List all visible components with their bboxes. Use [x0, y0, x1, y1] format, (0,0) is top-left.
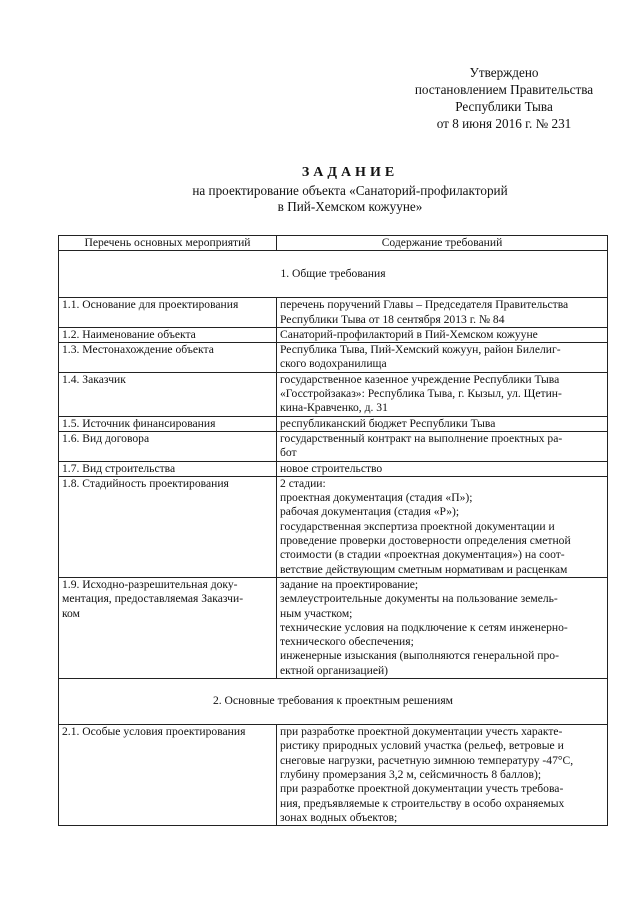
row-label-line: 1.9. Исходно-разрешительная доку- — [62, 577, 238, 591]
row-label-line: 1.2. Наименование объекта — [62, 327, 196, 341]
row-content-cell — [277, 476, 608, 577]
row-label-cell — [59, 577, 277, 678]
row-content-cell — [277, 725, 608, 826]
row-label-line: ментация, предоставляемая Заказчи- — [62, 592, 244, 606]
row-label-line: 1.7. Вид строительства — [62, 461, 176, 475]
row-content-line: землеустроительные документы на пользование земель- — [280, 592, 558, 606]
title-subtitle-1: на проектирование объекта «Санаторий-профилакторий — [192, 183, 508, 198]
row-content-cell — [277, 461, 608, 476]
approval-line-4: от 8 июня 2016 г. № 231 — [436, 116, 572, 131]
row-content-line: ского водохранилища — [280, 357, 387, 371]
row-label-line: 1.4. Заказчик — [62, 372, 126, 386]
row-content-line: стоимости (в стадии «проектная документация») на соот- — [280, 548, 565, 562]
header-activities: Перечень основных мероприятий — [59, 236, 277, 251]
row-content-line: 2 стадии: — [280, 476, 326, 490]
section-row-design — [59, 679, 608, 725]
row-content-line: глубину промерзания 3,2 м, сейсмичность 8 баллов); — [280, 767, 542, 781]
row-content-line: бот — [280, 446, 297, 460]
row-content-line: ным участком; — [280, 606, 353, 620]
row-content-line: перечень поручений Главы – Председателя Правительства — [280, 298, 569, 312]
row-label-line: 1.6. Вид договора — [62, 431, 150, 445]
table-row — [59, 298, 608, 328]
row-label-cell — [59, 476, 277, 577]
table-row — [59, 461, 608, 476]
row-content-cell — [277, 343, 608, 373]
row-label-cell — [59, 343, 277, 373]
row-label-line: ком — [62, 606, 80, 620]
table-row — [59, 577, 608, 678]
row-content-line: ектной организацией) — [280, 663, 389, 677]
row-content-line: технического обеспечения; — [280, 635, 414, 649]
row-label-cell — [59, 298, 277, 328]
title-main: ЗАДАНИЕ — [301, 165, 399, 180]
document-title — [60, 165, 640, 215]
table-row — [59, 431, 608, 461]
table-row — [59, 327, 608, 342]
row-content-line: кина-Кравченко, д. 31 — [280, 401, 388, 415]
row-label-line: 1.3. Местонахождение объекта — [62, 343, 214, 357]
requirements-table — [58, 235, 608, 826]
row-content-line: Санаторий-профилакторий в Пий-Хемском кожууне — [280, 327, 538, 341]
row-content-line: государственный контракт на выполнение проектных ра- — [280, 431, 563, 445]
row-content-line: Республика Тыва, Пий-Хемский кожуун, район Билелиг- — [280, 343, 561, 357]
row-content-line: зонах водных объектов; — [280, 810, 398, 824]
row-content-line: ния, предъявляемые к строительству в особо охраняемых — [280, 796, 565, 810]
row-content-cell — [277, 577, 608, 678]
row-content-line: инженерные изыскания (выполняются генеральной про- — [280, 649, 559, 663]
row-label-line: 1.5. Источник финансирования — [62, 416, 216, 430]
row-content-line: проведение проверки достоверности определения сметной — [280, 534, 571, 548]
row-label-line: 2.1. Особые условия проектирования — [62, 725, 246, 739]
row-label-cell — [59, 461, 277, 476]
table-header-row — [59, 236, 608, 251]
row-content-cell — [277, 431, 608, 461]
approval-line-3: Республики Тыва — [455, 99, 553, 114]
table-row — [59, 725, 608, 826]
approval-line-1: Утверждено — [469, 65, 539, 80]
approval-line-2: постановлением Правительства — [414, 82, 594, 97]
table-row — [59, 343, 608, 373]
row-content-line: государственная экспертиза проектной документации и — [280, 519, 555, 533]
row-content-line: ветствие действующим сметным нормативам и расценкам — [280, 562, 568, 576]
table-row — [59, 416, 608, 431]
row-label-line: 1.8. Стадийность проектирования — [62, 476, 229, 490]
table-row — [59, 476, 608, 577]
row-content-line: республиканский бюджет Республики Тыва — [280, 416, 496, 430]
row-label-cell — [59, 431, 277, 461]
row-content-line: при разработке проектной документации учесть требова- — [280, 782, 564, 796]
approval-stamp — [394, 64, 614, 132]
row-content-line: задание на проектирование; — [280, 577, 419, 591]
row-content-line: новое строительство — [280, 461, 383, 475]
row-label-cell — [59, 416, 277, 431]
header-requirements: Содержание требований — [277, 236, 608, 251]
section-title: 2. Основные требования к проектным решениям — [59, 679, 608, 725]
row-content-line: «Госстройзаказ»: Республика Тыва, г. Кызыл, ул. Щетин- — [280, 387, 562, 401]
row-content-cell — [277, 416, 608, 431]
row-content-line: снеговые нагрузки, расчетную зимнюю температуру -47°С, — [280, 753, 574, 767]
row-label-line: 1.1. Основание для проектирования — [62, 298, 239, 312]
row-content-line: Республики Тыва от 18 сентября 2013 г. № 84 — [280, 312, 505, 326]
section-row-general — [59, 251, 608, 298]
row-content-cell — [277, 327, 608, 342]
row-content-line: государственное казенное учреждение Республики Тыва — [280, 372, 560, 386]
row-content-line: проектная документация (стадия «П»); — [280, 491, 473, 505]
row-label-cell — [59, 725, 277, 826]
row-content-line: при разработке проектной документации учесть характе- — [280, 725, 563, 739]
row-label-cell — [59, 327, 277, 342]
row-label-cell — [59, 372, 277, 416]
row-content-line: ристику природных условий участка (рельеф, ветровые и — [280, 739, 564, 753]
row-content-line: рабочая документация (стадия «Р»); — [280, 505, 460, 519]
table-row — [59, 372, 608, 416]
row-content-cell — [277, 372, 608, 416]
row-content-cell — [277, 298, 608, 328]
section-title: 1. Общие требования — [59, 251, 608, 298]
title-subtitle-2: в Пий-Хемском кожууне» — [277, 199, 423, 214]
row-content-line: технические условия на подключение к сетям инженерно- — [280, 620, 568, 634]
